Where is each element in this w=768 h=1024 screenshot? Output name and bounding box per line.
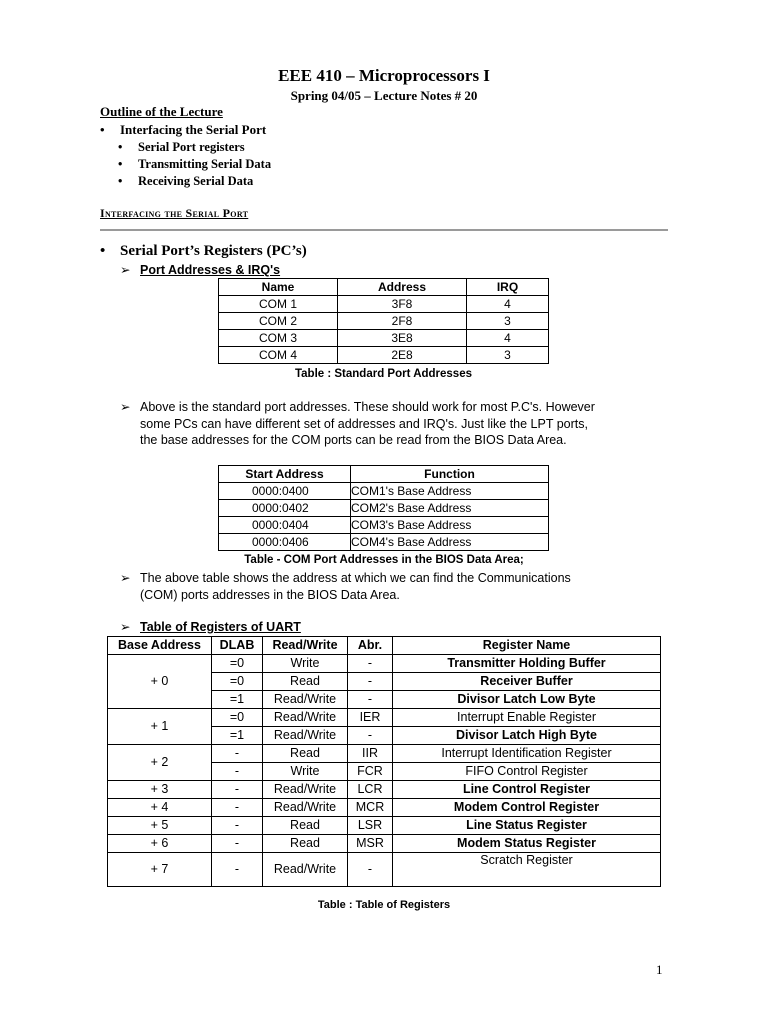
table-header-cell: Read/Write xyxy=(263,637,348,655)
register-name-cell: Scratch Register xyxy=(393,853,661,887)
table-row xyxy=(108,781,661,799)
table-cell: 2F8 xyxy=(338,313,467,330)
table-row xyxy=(219,534,549,551)
table-cell: COM4's Base Address xyxy=(351,534,549,551)
read-write-cell: Read/Write xyxy=(263,691,348,709)
dlab-cell: - xyxy=(212,799,263,817)
paragraph-line xyxy=(120,399,595,416)
abbreviation-cell: - xyxy=(348,655,393,673)
read-write-cell: Read xyxy=(263,817,348,835)
read-write-cell: Write xyxy=(263,763,348,781)
abbreviation-cell: LSR xyxy=(348,817,393,835)
table-cell: COM 3 xyxy=(219,330,338,347)
abbreviation-cell: IER xyxy=(348,709,393,727)
table-header-cell: Start Address xyxy=(219,466,351,483)
uart-heading xyxy=(120,619,301,634)
table-cell: 2E8 xyxy=(338,347,467,364)
paragraph-line xyxy=(120,570,571,587)
table-cell: 3E8 xyxy=(338,330,467,347)
abbreviation-cell: - xyxy=(348,673,393,691)
read-write-cell: Read/Write xyxy=(263,799,348,817)
table-cell: COM 1 xyxy=(219,296,338,313)
base-address-cell: + 5 xyxy=(108,817,212,835)
table-caption: Table : Table of Registers xyxy=(317,899,451,911)
dlab-cell: =0 xyxy=(212,673,263,691)
read-write-cell: Read xyxy=(263,745,348,763)
uart-table-body xyxy=(108,655,661,887)
page-title: EEE 410 – Microprocessors I xyxy=(278,66,490,85)
read-write-cell: Read/Write xyxy=(263,727,348,745)
paragraph-line: the base addresses for the COM ports can be read from the BIOS Data Area. xyxy=(140,433,567,447)
table-row xyxy=(219,500,549,517)
read-write-cell: Read/Write xyxy=(263,781,348,799)
paragraph xyxy=(120,399,595,449)
base-address-cell: + 6 xyxy=(108,835,212,853)
register-name-cell: FIFO Control Register xyxy=(393,763,661,781)
base-address-cell: + 3 xyxy=(108,781,212,799)
bios-address-table xyxy=(218,465,549,551)
bullet-icon: • xyxy=(118,140,123,154)
table-cell: 0000:0404 xyxy=(219,517,351,534)
read-write-cell: Read xyxy=(263,835,348,853)
abbreviation-cell: FCR xyxy=(348,763,393,781)
paragraph-line: some PCs can have different set of addresses and IRQ's. Just like the LPT ports, xyxy=(140,416,588,431)
table-header-cell: Register Name xyxy=(393,637,661,655)
table-header-row xyxy=(219,279,549,296)
uart-register-table xyxy=(107,636,661,887)
table-header-cell: Address xyxy=(338,279,467,296)
read-write-cell: Read/Write xyxy=(263,709,348,727)
table-row xyxy=(108,817,661,835)
table-header-cell: Base Address xyxy=(108,637,212,655)
dlab-cell: =0 xyxy=(212,709,263,727)
abbreviation-cell: - xyxy=(348,853,393,887)
abbreviation-cell: IIR xyxy=(348,745,393,763)
table-cell: 4 xyxy=(467,296,549,313)
outline-heading: Outline of the Lecture xyxy=(100,104,223,119)
base-address-cell: + 4 xyxy=(108,799,212,817)
register-name-cell: Interrupt Enable Register xyxy=(393,709,661,727)
base-address-cell: + 2 xyxy=(108,745,212,781)
table-row xyxy=(108,853,661,887)
register-name-cell: Line Status Register xyxy=(393,817,661,835)
table-row xyxy=(108,835,661,853)
register-name-cell: Transmitter Holding Buffer xyxy=(393,655,661,673)
port-addresses-label: Port Addresses & IRQ's xyxy=(140,263,281,277)
registers-bullet xyxy=(100,243,307,260)
table-cell: COM 2 xyxy=(219,313,338,330)
dlab-cell: - xyxy=(212,781,263,799)
uart-heading-label: Table of Registers of UART xyxy=(140,620,301,634)
section-divider xyxy=(100,229,668,231)
dlab-cell: - xyxy=(212,817,263,835)
dlab-cell: - xyxy=(212,853,263,887)
paragraph-text: The above table shows the address at which we can find the Communications xyxy=(140,571,571,585)
table-cell: 0000:0402 xyxy=(219,500,351,517)
outline-sub-label: Receiving Serial Data xyxy=(138,174,254,188)
table-header-cell: Function xyxy=(351,466,549,483)
page-number: 1 xyxy=(656,962,663,977)
table-header-cell: IRQ xyxy=(467,279,549,296)
table-header-row xyxy=(108,637,661,655)
paragraph-line: (COM) ports addresses in the BIOS Data Area. xyxy=(140,587,400,602)
read-write-cell: Write xyxy=(263,655,348,673)
bullet-icon: • xyxy=(118,174,123,188)
abbreviation-cell: - xyxy=(348,691,393,709)
outline-main-label: Interfacing the Serial Port xyxy=(120,122,267,137)
table-row xyxy=(219,296,549,313)
table-caption: Table - COM Port Addresses in the BIOS Data Area; xyxy=(244,554,524,566)
table-row xyxy=(108,799,661,817)
table-row xyxy=(219,347,549,364)
table-cell: COM 4 xyxy=(219,347,338,364)
table-row xyxy=(219,517,549,534)
table-header-cell: Abr. xyxy=(348,637,393,655)
outline-sub-item xyxy=(118,174,253,189)
table-cell: 3F8 xyxy=(338,296,467,313)
dlab-cell: - xyxy=(212,763,263,781)
table-cell: COM1's Base Address xyxy=(351,483,549,500)
base-address-cell: + 1 xyxy=(108,709,212,745)
register-name-cell: Modem Control Register xyxy=(393,799,661,817)
abbreviation-cell: LCR xyxy=(348,781,393,799)
base-address-cell: + 0 xyxy=(108,655,212,709)
outline-sub-label: Transmitting Serial Data xyxy=(138,157,272,171)
table-row xyxy=(108,655,661,673)
table-row xyxy=(108,745,661,763)
table-cell: 3 xyxy=(467,313,549,330)
arrow-bullet-icon: ➢ xyxy=(120,263,131,277)
outline-main-item xyxy=(100,122,266,138)
register-name-cell: Divisor Latch Low Byte xyxy=(393,691,661,709)
table-row xyxy=(219,483,549,500)
bullet-icon: • xyxy=(118,157,123,171)
page-subtitle: Spring 04/05 – Lecture Notes # 20 xyxy=(290,88,478,103)
arrow-bullet-icon: ➢ xyxy=(120,571,131,585)
port-address-table xyxy=(218,278,549,364)
table-row xyxy=(219,313,549,330)
registers-bullet-label: Serial Port’s Registers (PC’s) xyxy=(120,243,307,259)
section-heading: Interfacing the Serial Port xyxy=(100,206,249,220)
table-header-cell: DLAB xyxy=(212,637,263,655)
outline-sub-item xyxy=(118,140,245,155)
table-cell: 0000:0406 xyxy=(219,534,351,551)
abbreviation-cell: MCR xyxy=(348,799,393,817)
dlab-cell: - xyxy=(212,835,263,853)
read-write-cell: Read/Write xyxy=(263,853,348,887)
table-row xyxy=(219,330,549,347)
paragraph-text: Above is the standard port addresses. These should work for most P.C's. However xyxy=(140,400,595,414)
bullet-icon: • xyxy=(100,243,106,259)
table-cell: COM2's Base Address xyxy=(351,500,549,517)
table-cell: COM3's Base Address xyxy=(351,517,549,534)
port-addresses-heading xyxy=(120,262,280,277)
dlab-cell: =1 xyxy=(212,727,263,745)
dlab-cell: =1 xyxy=(212,691,263,709)
table-header-cell: Name xyxy=(219,279,338,296)
dlab-cell: =0 xyxy=(212,655,263,673)
arrow-bullet-icon: ➢ xyxy=(120,620,131,634)
abbreviation-cell: MSR xyxy=(348,835,393,853)
paragraph xyxy=(120,570,571,603)
outline-sub-label: Serial Port registers xyxy=(138,140,245,154)
register-name-cell: Interrupt Identification Register xyxy=(393,745,661,763)
table-header-row xyxy=(219,466,549,483)
outline-sub-item xyxy=(118,157,271,172)
register-name-cell: Receiver Buffer xyxy=(393,673,661,691)
table-cell: 4 xyxy=(467,330,549,347)
table-cell: 0000:0400 xyxy=(219,483,351,500)
table-row xyxy=(108,709,661,727)
table-caption: Table : Standard Port Addresses xyxy=(294,368,472,380)
register-name-cell: Line Control Register xyxy=(393,781,661,799)
base-address-cell: + 7 xyxy=(108,853,212,887)
bullet-icon: • xyxy=(100,122,105,137)
dlab-cell: - xyxy=(212,745,263,763)
table-cell: 3 xyxy=(467,347,549,364)
register-name-cell: Divisor Latch High Byte xyxy=(393,727,661,745)
register-name-cell: Modem Status Register xyxy=(393,835,661,853)
abbreviation-cell: - xyxy=(348,727,393,745)
arrow-bullet-icon: ➢ xyxy=(120,400,131,414)
read-write-cell: Read xyxy=(263,673,348,691)
